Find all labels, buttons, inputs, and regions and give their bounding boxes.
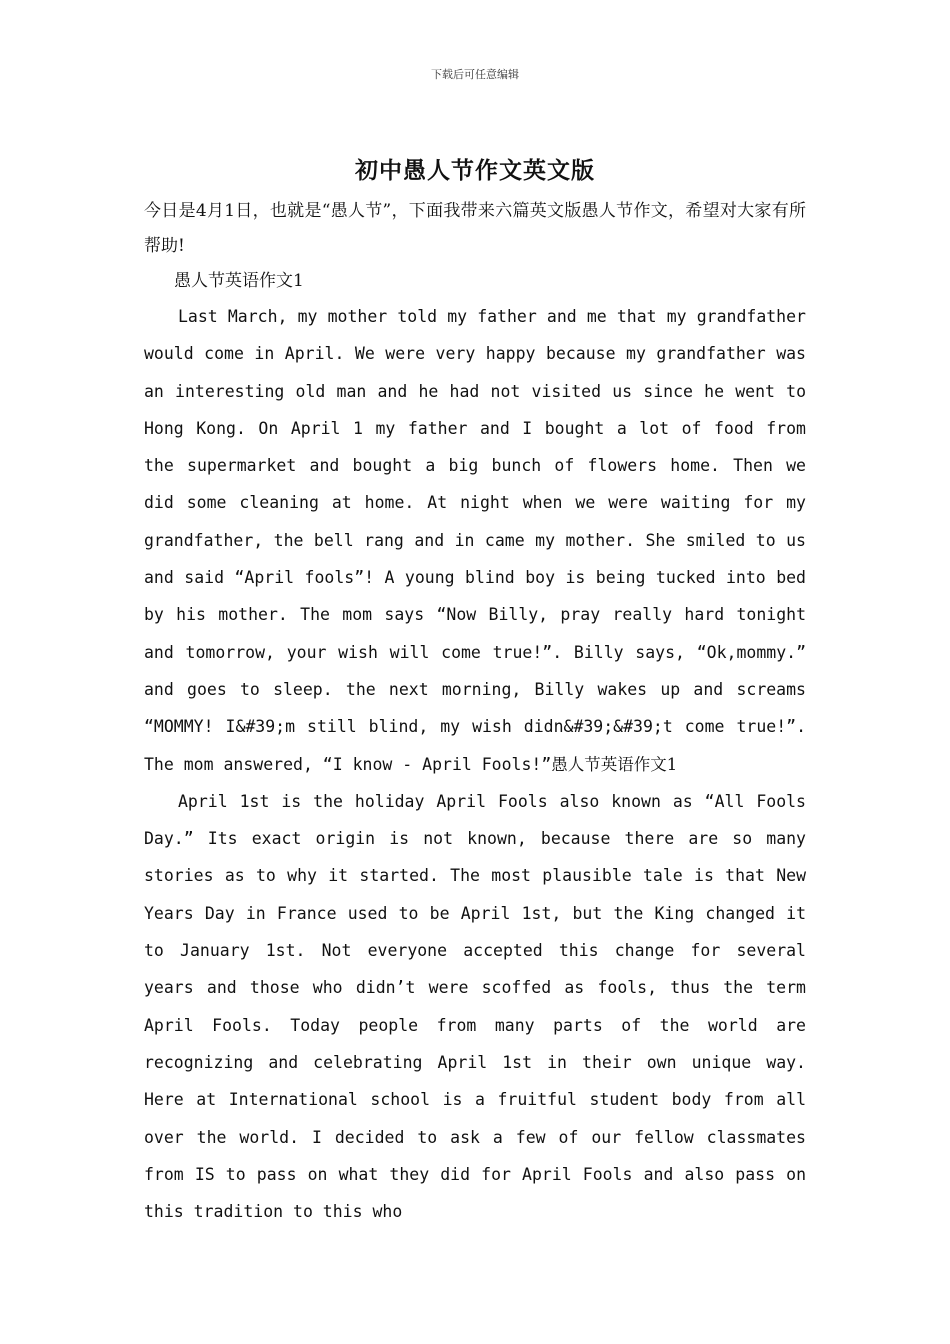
essay-paragraph-2: April 1st is the holiday April Fools also known as “All Fools Day.” Its exact origin is not known, because there are so many stories as to why it started. The most plausible tale is that New Years Day in France used to be April 1st, but the King changed it to January 1st. Not everyone accepted this change for several years and those who didn’t were scoffed as fools, thus the term April Fools. Today people from many parts of the world are recognizing and celebrating April 1st in their own unique way. Here at International school is a fruitful student body from all over the world. I decided to ask a few of our fellow classmates from IS to pass on what they did for April Fools and also pass on this tradition to this who — [144, 791, 806, 1222]
essay-paragraph-1 — [144, 298, 806, 783]
essay-paragraph-1-text: Last March, my mother told my father and me that my grandfather would come in April. We were very happy because my grandfather was an interesting old man and he had not visited us since he went to Hong Kong. On April 1 my father and I bought a lot of food from the supermarket and bought a big bunch of flowers home. Then we did some cleaning at home. At night when we were waiting for my grandfather, the bell rang and in came my mother. She smiled to us and said “April fools”! A young blind boy is being tucked into bed by his mother. The mom says “Now Billy, pray really hard tonight and tomorrow, your wish will come true!”. Billy says, “Ok,mommy.” and goes to sleep. the next morning, Billy wakes up and screams “MOMMY! I&#39;m still blind, my wish didn&#39;&#39;t come true!”. The mom answered, “I know - April Fools!” — [144, 307, 806, 774]
header-note: 下载后可任意编辑 — [431, 68, 519, 81]
section-heading: 愚人节英语作文1 — [174, 271, 304, 291]
document-title: 初中愚人节作文英文版 — [355, 157, 595, 184]
intro-paragraph: 今日是4月1日，也就是“愚人节”，下面我带来六篇英文版愚人节作文，希望对大家有所帮助! — [144, 201, 806, 256]
document-body — [144, 194, 806, 1230]
essay-paragraph-1-tail: 愚人节英语作文1 — [551, 754, 678, 774]
